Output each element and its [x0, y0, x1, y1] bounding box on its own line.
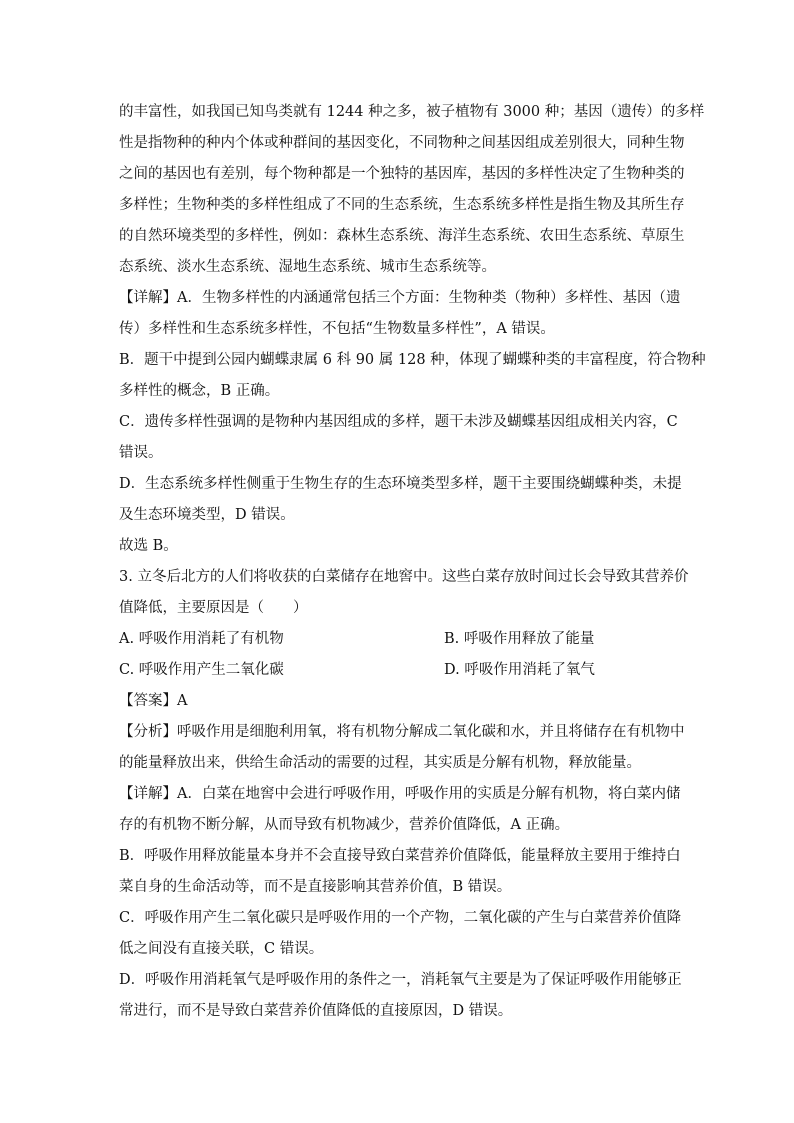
text-line: 的自然环境类型的多样性，例如：森林生态系统、海洋生态系统、农田生态系统、草原生: [119, 228, 685, 244]
text-line: 菜自身的生命活动等，而不是直接影响其营养价值，B 错误。: [119, 879, 512, 895]
text-line: C．呼吸作用产生二氧化碳只是呼吸作用的一个产物，二氧化碳的产生与白菜营养价值降: [119, 910, 682, 926]
text-line: 错误。: [119, 445, 163, 461]
options-row: [119, 655, 679, 686]
question-line: 值降低，主要原因是（ ）: [119, 600, 308, 616]
text-line: 之间的基因也有差别，每个物种都是一个独特的基因库，基因的多样性决定了生物种类的: [119, 166, 685, 182]
text-line: 及生态环境类型，D 错误。: [119, 507, 295, 523]
detail-heading-line: 【详解】A．生物多样性的内涵通常包括三个方面：生物种类（物种）多样性、基因（遗: [119, 290, 681, 306]
document-page: [119, 97, 706, 1027]
option-d: D. 呼吸作用消耗了氧气: [444, 662, 595, 678]
text-line: C．遗传多样性强调的是物种内基因组成的多样，题干未涉及蝴蝶基因组成相关内容，C: [119, 414, 678, 430]
text-line: B．题干中提到公园内蝴蝶隶属 6 科 90 属 128 种，体现了蝴蝶种类的丰富程度，符合物种: [119, 352, 706, 368]
text-line: 的能量释放出来，供给生命活动的需要的过程，其实质是分解有机物，释放能量。: [119, 755, 641, 771]
analysis-line: 【分析】呼吸作用是细胞利用氧，将有机物分解成二氧化碳和水，并且将储存在有机物中: [119, 724, 685, 740]
option-b: B. 呼吸作用释放了能量: [444, 631, 595, 647]
text-line: 常进行，而不是导致白菜营养价值降低的直接原因，D 错误。: [119, 1003, 513, 1019]
text-line: D．呼吸作用消耗氧气是呼吸作用的条件之一，消耗氧气主要是为了保证呼吸作用能够正: [119, 972, 682, 988]
conclusion-line: 故选 B。: [119, 538, 178, 554]
text-line: 态系统、淡水生态系统、湿地生态系统、城市生态系统等。: [119, 259, 496, 275]
text-line: 多样性的概念，B 正确。: [119, 383, 280, 399]
text-line: D．生态系统多样性侧重于生物生存的生态环境类型多样，题干主要围绕蝴蝶种类，未提: [119, 476, 682, 492]
option-c: C. 呼吸作用产生二氧化碳: [119, 662, 284, 678]
text-line: 传）多样性和生态系统多样性，不包括“生物数量多样性”，A 错误。: [119, 321, 555, 337]
text-line: 的丰富性，如我国已知鸟类就有 1244 种之多，被子植物有 3000 种；基因（遗传）的多样: [119, 104, 705, 120]
text-line: 多样性；生物种类的多样性组成了不同的生态系统，生态系统多样性是指生物及其所生存: [119, 197, 685, 213]
options-row: [119, 624, 679, 655]
option-a: A. 呼吸作用消耗了有机物: [119, 631, 284, 647]
answer-line: 【答案】A: [119, 693, 188, 709]
question-line: 3. 立冬后北方的人们将收获的白菜储存在地窖中。这些白菜存放时间过长会导致其营养价: [119, 569, 689, 585]
text-line: 低之间没有直接关联，C 错误。: [119, 941, 324, 957]
detail-heading-line: 【详解】A．白菜在地窖中会进行呼吸作用，呼吸作用的实质是分解有机物，将白菜内储: [119, 786, 681, 802]
text-line: 性是指物种的种内个体或种群间的基因变化，不同物种之间基因组成差别很大，同种生物: [119, 135, 685, 151]
text-line: 存的有机物不断分解，从而导致有机物减少，营养价值降低，A 正确。: [119, 817, 570, 833]
text-line: B．呼吸作用释放能量本身并不会直接导致白菜营养价值降低，能量释放主要用于维持白: [119, 848, 681, 864]
